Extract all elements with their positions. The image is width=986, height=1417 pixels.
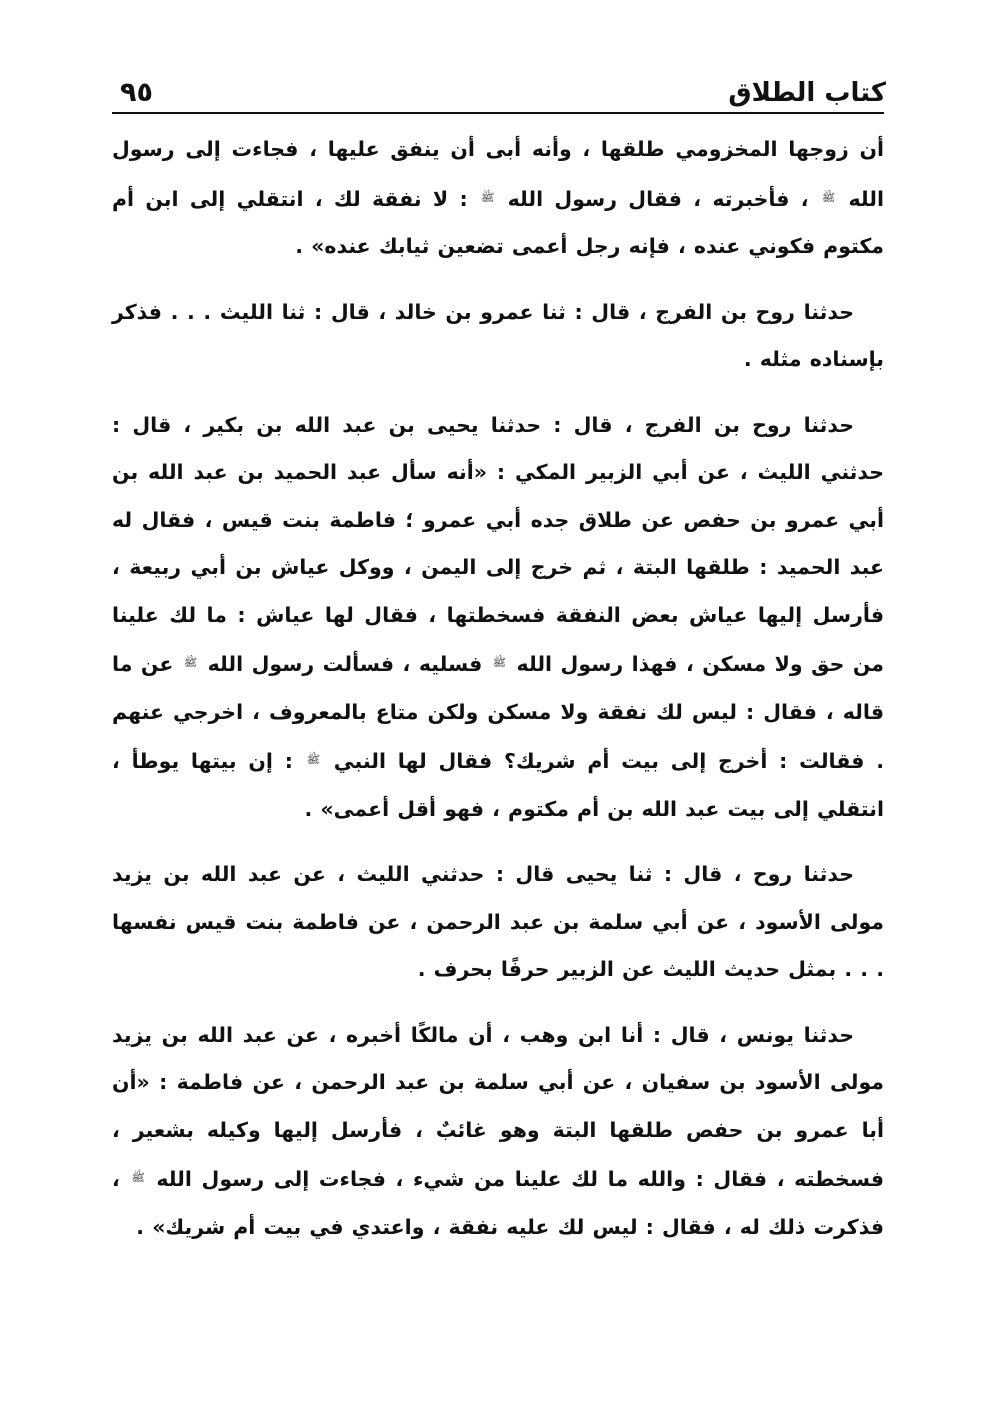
honorific-glyph: ﷺ xyxy=(183,656,198,669)
paragraph-text: فسليه ، فسألت رسول الله xyxy=(199,652,491,676)
paragraph-1 xyxy=(112,126,884,271)
running-header xyxy=(120,62,886,106)
paragraph-text: ، فأخبرته ، فقال رسول الله xyxy=(496,186,820,211)
paragraph-text: أن زوجها المخزومي طلقها ، وأنه أبى أن ينفق عليها ، فجاءت إلى رسول الله xyxy=(112,137,884,211)
paragraph-5 xyxy=(112,1012,884,1252)
paragraph-text: عن ما قاله ، فقال : ليس لك نفقة ولا مسكن ولكن متاع بالمعروف ، اخرجي عنهم . فقالت : أخرج إلى بيت أم شريك؟ فقال لها النبي xyxy=(112,652,884,773)
paragraph-text: : إن بيتها يوطأ ، انتقلي إلى بيت عبد الله بن أم مكتوم ، فهو أقل أعمى» . xyxy=(112,749,884,821)
honorific-glyph: ﷺ xyxy=(492,656,507,669)
chapter-title: كتاب الطلاق xyxy=(728,78,886,108)
paragraph-4 xyxy=(112,851,884,994)
paragraph-text: حدثنا روح ، قال : ثنا يحيى قال : حدثني الليث ، عن عبد الله بن يزيد مولى الأسود ، عن أبي سلمة بن عبد الرحمن ، عن فاطمة بنت قيس نفسها . . . بمثل حديث الليث عن الزبير حرفًا بحرف . xyxy=(112,862,884,981)
paragraph-3 xyxy=(112,402,884,834)
header-rule xyxy=(112,112,884,114)
page-number: ٩٥ xyxy=(120,77,153,108)
honorific-glyph: ﷺ xyxy=(480,190,495,204)
paragraph-text: حدثنا روح بن الفرج ، قال : حدثنا يحيى بن عبد الله بن بكير ، قال : حدثني الليث ، عن أبي الزبير المكي : «أنه سأل عبد الحميد بن عبد الله بن أبي عمرو بن حفص عن طلاق جده أبي عمرو ؛ فاطمة بنت قيس ، فقال له عبد الحميد : طلقها البتة ، ثم خرج إلى اليمن ، ووكل عياش بن أبي ربيعة ، فأرسل إليها عياش بعض النفقة فسخطتها ، فقال لها عياش : ما لك علينا من حق ولا مسكن ، فهذا رسول الله xyxy=(112,412,884,676)
honorific-glyph: ﷺ xyxy=(306,753,320,766)
paragraph-2 xyxy=(112,289,884,384)
paragraph-text: حدثنا يونس ، قال : أنا ابن وهب ، أن مالكًا أخبره ، عن عبد الله بن يزيد مولى الأسود بن سفيان ، عن أبي سلمة بن عبد الرحمن ، عن فاطمة : «أن أبا عمرو بن حفص طلقها البتة وهو غائبٌ ، فأرسل إليها وكيله بشعير ، فسخطته ، فقال : والله ما لك علينا من شيء ، فجاءت إلى رسول الله xyxy=(112,1022,884,1191)
body-text xyxy=(112,126,884,1269)
paragraph-text: : لا نفقة لك ، انتقلي إلى ابن أم مكتوم فكوني عنده ، فإنه رجل أعمى تضعين ثيابك عنده» . xyxy=(112,186,884,258)
paragraph-text: حدثنا روح بن الفرج ، قال : ثنا عمرو بن خالد ، قال : ثنا الليث . . . فذكر بإسناده مثله . xyxy=(112,299,884,371)
honorific-glyph: ﷺ xyxy=(131,1171,145,1184)
honorific-glyph: ﷺ xyxy=(821,190,836,204)
paragraph-text: ، فذكرت ذلك له ، فقال : ليس لك عليه نفقة ، واعتدي في بيت أم شريك» . xyxy=(112,1167,884,1239)
